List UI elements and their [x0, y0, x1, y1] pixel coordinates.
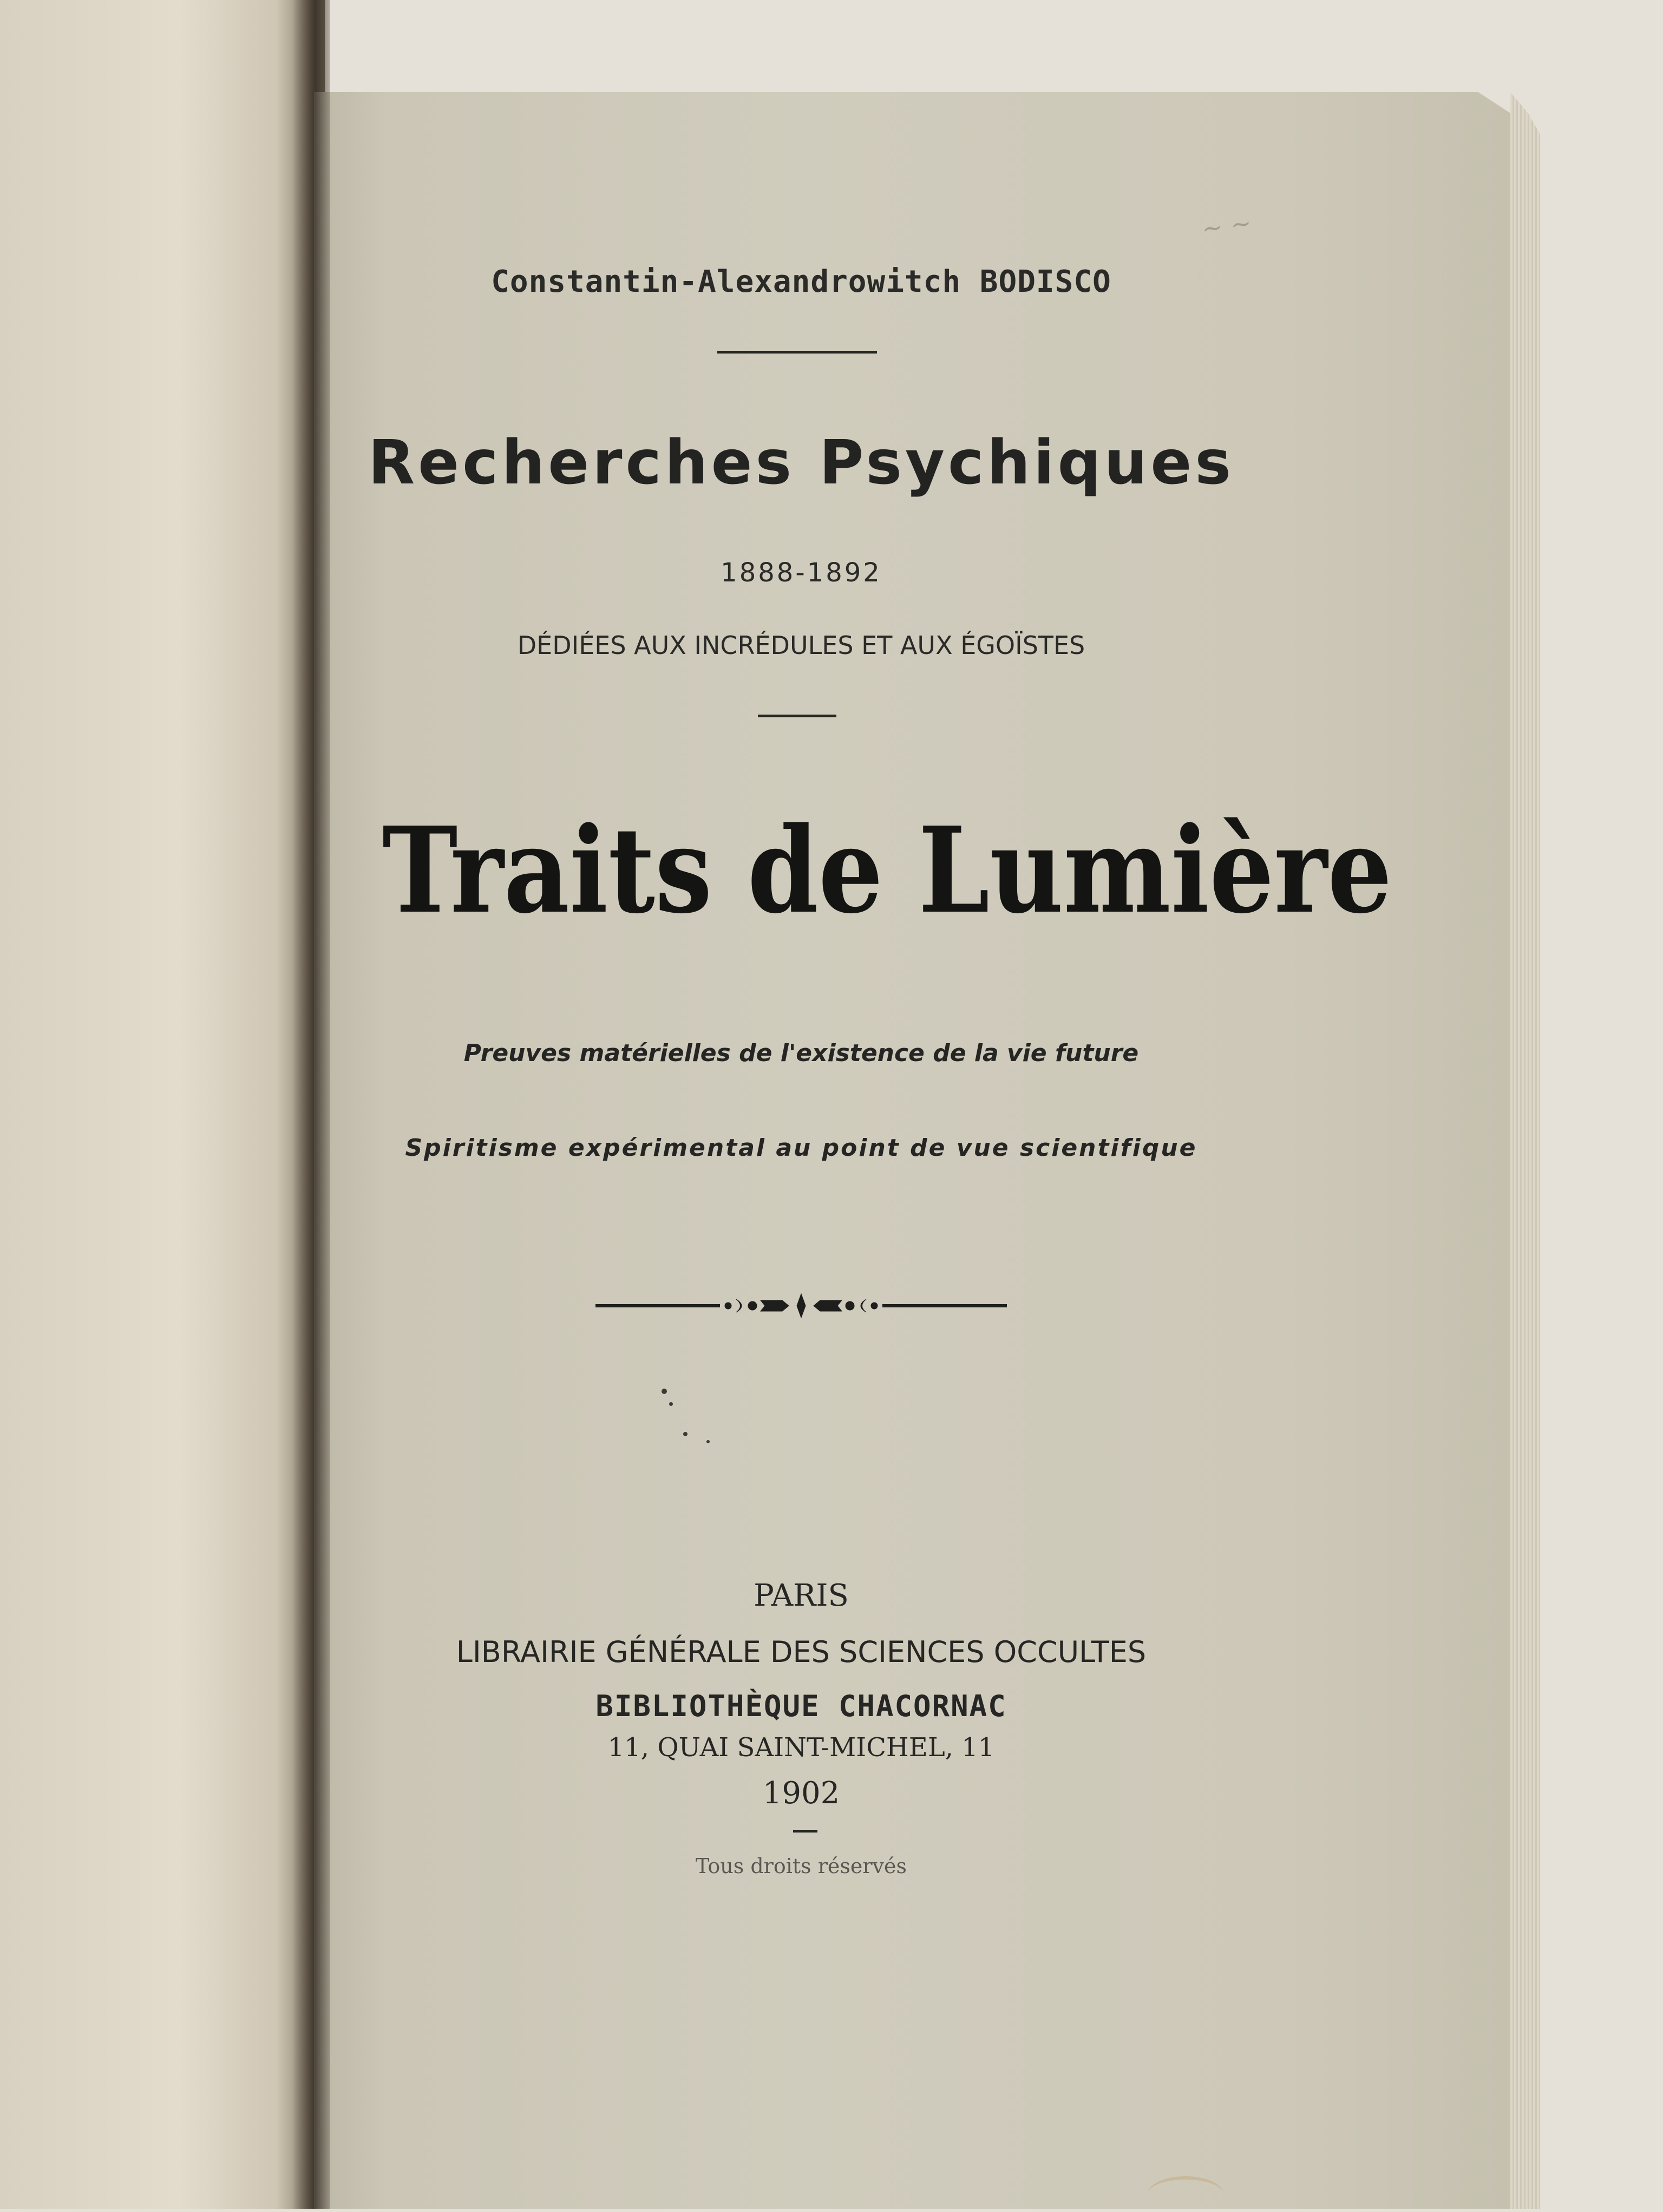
dedication: DÉDIÉES AUX INCRÉDULES ET AUX ÉGOÏSTES [517, 631, 1085, 660]
divider-rule [793, 1830, 817, 1833]
divider-rule [758, 715, 836, 717]
ornament-divider [595, 1290, 1007, 1322]
paper-speck [683, 1432, 688, 1436]
imprint-address: 11, QUAI SAINT-MICHEL, 11 [607, 1732, 995, 1763]
imprint-city: PARIS [754, 1578, 849, 1613]
years-range: 1888-1892 [721, 558, 882, 588]
rights-notice: Tous droits réservés [696, 1854, 907, 1878]
page-edges [1510, 92, 1540, 2209]
divider-rule [717, 351, 877, 354]
bookmark-string [1148, 2176, 1223, 2212]
subtitle-1: Preuves matérielles de l'existence de la vie future [463, 1039, 1139, 1067]
imprint-collection: BIBLIOTHÈQUE CHACORNAC [595, 1689, 1007, 1723]
pencil-mark: ~ ~ [1200, 207, 1254, 244]
imprint-publisher: LIBRAIRIE GÉNÉRALE DES SCIENCES OCCULTES [456, 1635, 1147, 1669]
imprint-year: 1902 [762, 1776, 840, 1811]
series-title: Recherches Psychiques [368, 428, 1235, 498]
left-page [0, 0, 325, 2209]
paper-speck [706, 1440, 710, 1443]
paper-speck [669, 1402, 673, 1406]
main-title: Traits de Lumière [382, 801, 1392, 940]
author-name: Constantin-Alexandrowitch BODISCO [491, 264, 1111, 299]
paper-speck [662, 1389, 667, 1394]
subtitle-2: Spiritisme expérimental au point de vue scientifique [405, 1134, 1197, 1162]
